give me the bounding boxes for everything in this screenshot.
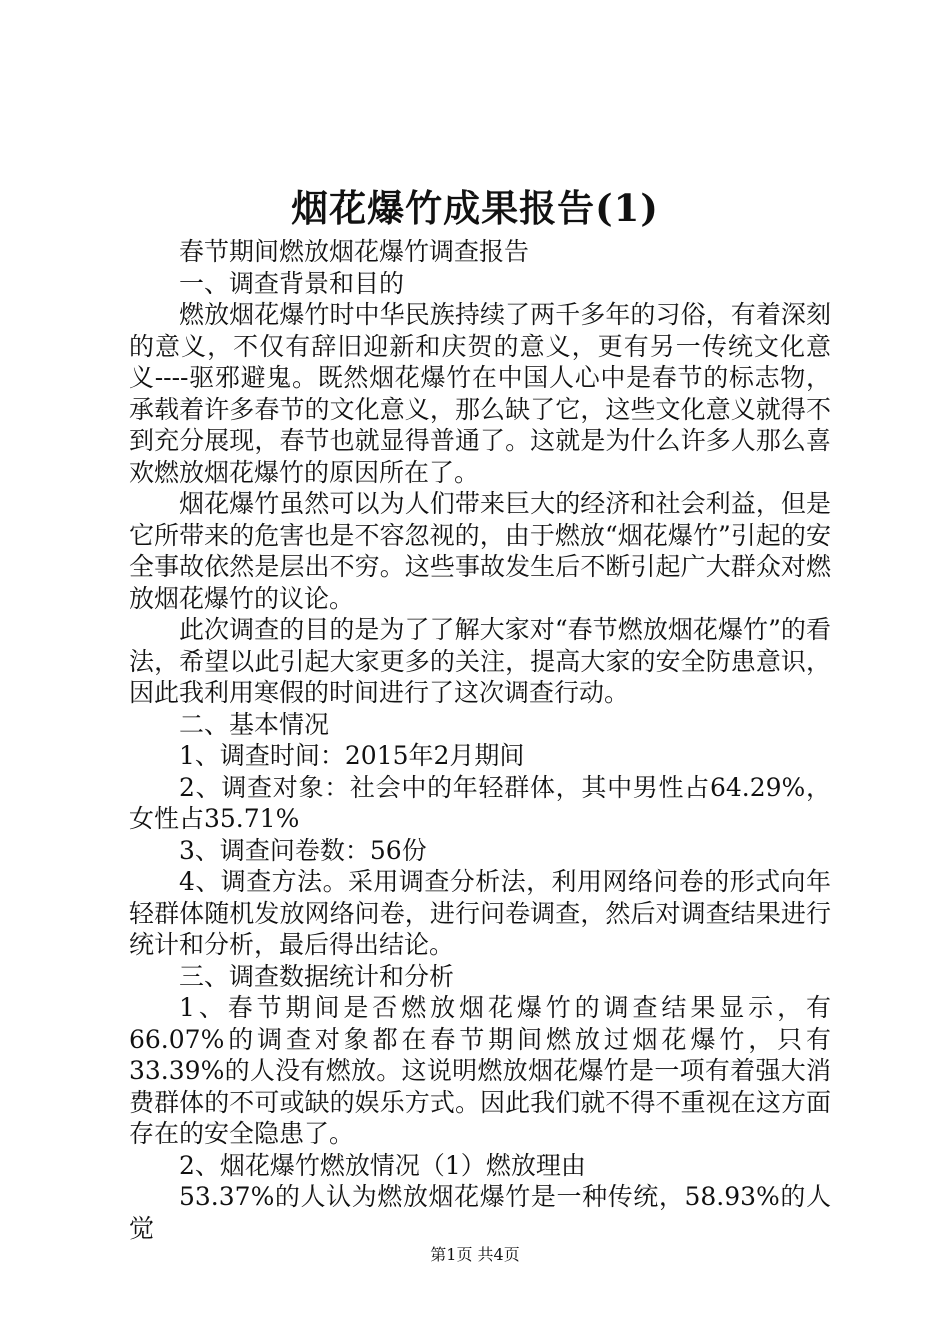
document-title: 烟花爆竹成果报告(1) <box>291 186 659 230</box>
paragraph-statistics-1: 1、春节期间是否燃放烟花爆竹的调查结果显示，有66.07%的调查对象都在春节期间燃放过烟花爆竹，只有33.39%的人没有燃放。这说明燃放烟花爆竹是一项有着强大消费群体的不可或缺的娱乐方式。因此我们就不得不重视在这方面存在的安全隐患了。 <box>129 993 831 1148</box>
paragraph-survey-time: 1、调查时间：2015年2月期间 <box>179 741 525 770</box>
paragraph-survey-method: 4、调查方法。采用调查分析法，利用网络问卷的形式向年轻群体随机发放网络问卷，进行问卷调查，然后对调查结果进行统计和分析，最后得出结论。 <box>129 867 831 959</box>
paragraph-background: 燃放烟花爆竹时中华民族持续了两千多年的习俗，有着深刻的意义，不仅有辞旧迎新和庆贺的意义，更有另一传统文化意义----驱邪避鬼。既然烟花爆竹在中国人心中是春节的标志物，承载着许多春节的文化意义，那么缺了它，这些文化意义就得不到充分展现，春节也就显得普通了。这就是为什么许多人那么喜欢燃放烟花爆竹的原因所在了。 <box>129 300 831 487</box>
paragraph-purpose: 此次调查的目的是为了了解大家对“春节燃放烟花爆竹”的看法，希望以此引起大家更多的关注，提高大家的安全防患意识，因此我利用寒假的时间进行了这次调查行动。 <box>129 615 831 707</box>
section-heading-statistics: 三、调查数据统计和分析 <box>179 961 455 991</box>
report-heading: 春节期间燃放烟花爆竹调查报告 <box>179 237 530 266</box>
paragraph-questionnaire-count: 3、调查问卷数：56份 <box>179 835 427 865</box>
section-heading-background: 一、调查背景和目的 <box>179 268 405 298</box>
paragraph-survey-subjects: 2、调查对象：社会中的年轻群体，其中男性占64.29%，女性占35.71% <box>129 772 831 833</box>
paragraph-hazards: 烟花爆竹虽然可以为人们带来巨大的经济和社会利益，但是它所带来的危害也是不容忽视的，由于燃放“烟花爆竹”引起的安全事故依然是层出不穷。这些事故发生后不断引起广大群众对燃放烟花爆竹的议论。 <box>129 489 831 613</box>
paragraph-statistics-2-heading: 2、烟花爆竹燃放情况（1）燃放理由 <box>179 1150 586 1180</box>
page-footer: 第1页 共4页 <box>430 1245 520 1264</box>
section-heading-basic-info: 二、基本情况 <box>179 709 330 739</box>
paragraph-statistics-2-text: 53.37%的人认为燃放烟花爆竹是一种传统，58.93%的人觉 <box>129 1182 831 1243</box>
document-body <box>129 236 831 1244</box>
